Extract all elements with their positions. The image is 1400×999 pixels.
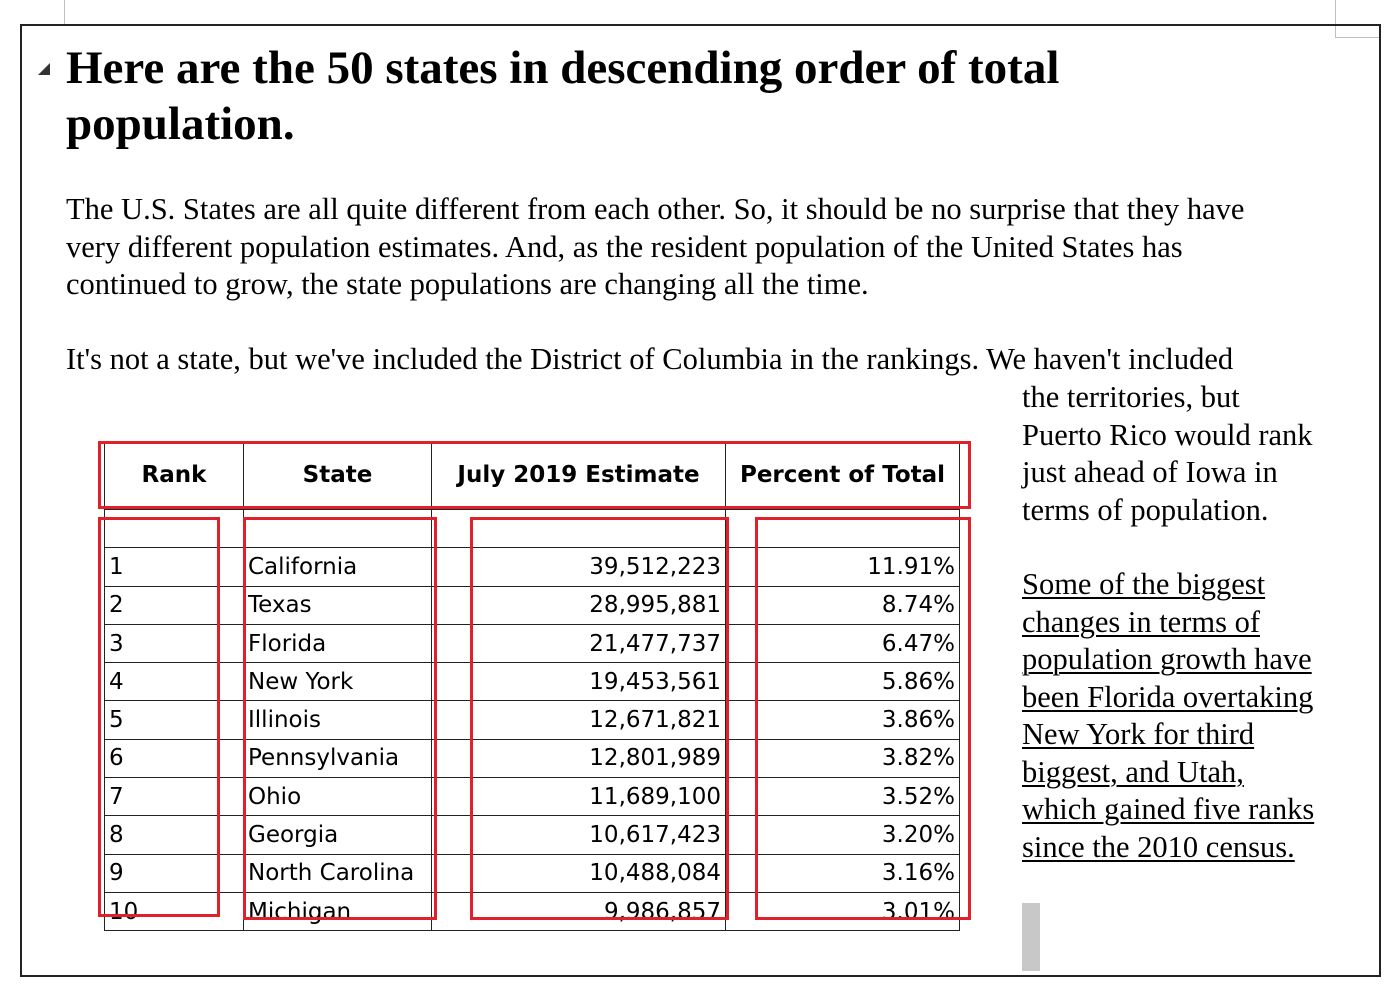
crop-mark-top-left bbox=[64, 0, 65, 24]
intro-line: continued to grow, the state populations are changing all the time. bbox=[66, 267, 869, 301]
estimate-cell: 12,801,989 bbox=[432, 739, 726, 777]
link-line[interactable]: New York for third bbox=[1022, 717, 1255, 751]
state-cell: Pennsylvania bbox=[244, 739, 432, 777]
highlight-estimate-column bbox=[470, 517, 729, 920]
rank-cell: 8 bbox=[105, 816, 244, 854]
column-header-rank: Rank bbox=[105, 442, 244, 510]
highlight-state-column bbox=[243, 517, 437, 920]
percent-cell: 3.86% bbox=[726, 701, 960, 739]
link-line[interactable]: biggest, and Utah, bbox=[1022, 754, 1244, 789]
percent-cell: 5.86% bbox=[726, 663, 960, 701]
rank-cell: 5 bbox=[105, 701, 244, 739]
heading-line-1: Here are the 50 states in descending order of total bbox=[66, 42, 1060, 94]
highlight-header-row bbox=[98, 441, 971, 509]
percent-cell: 11.91% bbox=[726, 548, 960, 586]
rank-cell: 3 bbox=[105, 624, 244, 662]
intro-line: very different population estimates. And, as the resident population of the United States has bbox=[66, 229, 1183, 264]
estimate-cell: 11,689,100 bbox=[432, 778, 726, 816]
state-cell: New York bbox=[244, 663, 432, 701]
link-line[interactable]: changes in terms of bbox=[1022, 604, 1260, 639]
estimate-cell: 10,488,084 bbox=[432, 854, 726, 892]
estimate-cell: 21,477,737 bbox=[432, 624, 726, 662]
wrapped-line: terms of population. bbox=[1022, 492, 1269, 527]
rank-cell: 9 bbox=[105, 854, 244, 892]
rank-cell: 7 bbox=[105, 778, 244, 816]
estimate-cell: 10,617,423 bbox=[432, 816, 726, 854]
estimate-cell: 12,671,821 bbox=[432, 701, 726, 739]
percent-cell: 3.82% bbox=[726, 739, 960, 777]
percent-cell: 3.01% bbox=[726, 892, 960, 930]
state-cell: Georgia bbox=[244, 816, 432, 854]
link-line[interactable]: population growth have bbox=[1022, 642, 1312, 676]
estimate-cell: 19,453,561 bbox=[432, 663, 726, 701]
column-header-state: State bbox=[244, 442, 432, 510]
state-cell: Texas bbox=[244, 586, 432, 624]
column-header-estimate: July 2019 Estimate bbox=[432, 442, 726, 510]
estimate-cell: 9,986,857 bbox=[432, 892, 726, 930]
highlight-percent-column bbox=[755, 517, 971, 920]
rank-cell: 2 bbox=[105, 586, 244, 624]
state-cell: Florida bbox=[244, 624, 432, 662]
column-header-percent: Percent of Total bbox=[726, 442, 960, 510]
link-line[interactable]: since the 2010 census. bbox=[1022, 829, 1295, 864]
dc-paragraph-first-line: It's not a state, but we've included the District of Columbia in the rankings. We haven't included bbox=[66, 342, 1234, 376]
population-growth-link[interactable] bbox=[1022, 566, 1314, 866]
rank-cell: 1 bbox=[105, 548, 244, 586]
link-line[interactable]: been Florida overtaking bbox=[1022, 679, 1314, 714]
highlight-rank-column bbox=[98, 517, 220, 917]
page-heading bbox=[66, 40, 1166, 152]
state-cell: Illinois bbox=[244, 701, 432, 739]
collapse-triangle-icon[interactable] bbox=[38, 63, 50, 75]
rank-cell: 4 bbox=[105, 663, 244, 701]
scrollbar-thumb[interactable] bbox=[1022, 903, 1040, 971]
link-line[interactable]: Some of the biggest bbox=[1022, 567, 1266, 601]
percent-cell: 3.20% bbox=[726, 816, 960, 854]
state-cell: North Carolina bbox=[244, 854, 432, 892]
intro-line: The U.S. States are all quite different from each other. So, it should be no surprise that they have bbox=[66, 192, 1245, 226]
wrapped-line: the territories, but bbox=[1022, 380, 1240, 414]
percent-cell: 8.74% bbox=[726, 586, 960, 624]
link-line[interactable]: which gained five ranks bbox=[1022, 792, 1315, 826]
rank-cell: 10 bbox=[105, 892, 244, 930]
percent-cell: 6.47% bbox=[726, 624, 960, 662]
wrapped-line: Puerto Rico would rank bbox=[1022, 417, 1313, 452]
rank-cell: 6 bbox=[105, 739, 244, 777]
percent-cell: 3.52% bbox=[726, 778, 960, 816]
intro-paragraph bbox=[66, 191, 1356, 304]
estimate-cell: 39,512,223 bbox=[432, 548, 726, 586]
heading-line-2: population. bbox=[66, 98, 295, 150]
state-cell: Michigan bbox=[244, 892, 432, 930]
percent-cell: 3.16% bbox=[726, 854, 960, 892]
state-cell: Ohio bbox=[244, 778, 432, 816]
state-cell: California bbox=[244, 548, 432, 586]
estimate-cell: 28,995,881 bbox=[432, 586, 726, 624]
wrapped-line: just ahead of Iowa in bbox=[1022, 455, 1278, 489]
dc-paragraph-wrapped bbox=[1022, 379, 1313, 529]
